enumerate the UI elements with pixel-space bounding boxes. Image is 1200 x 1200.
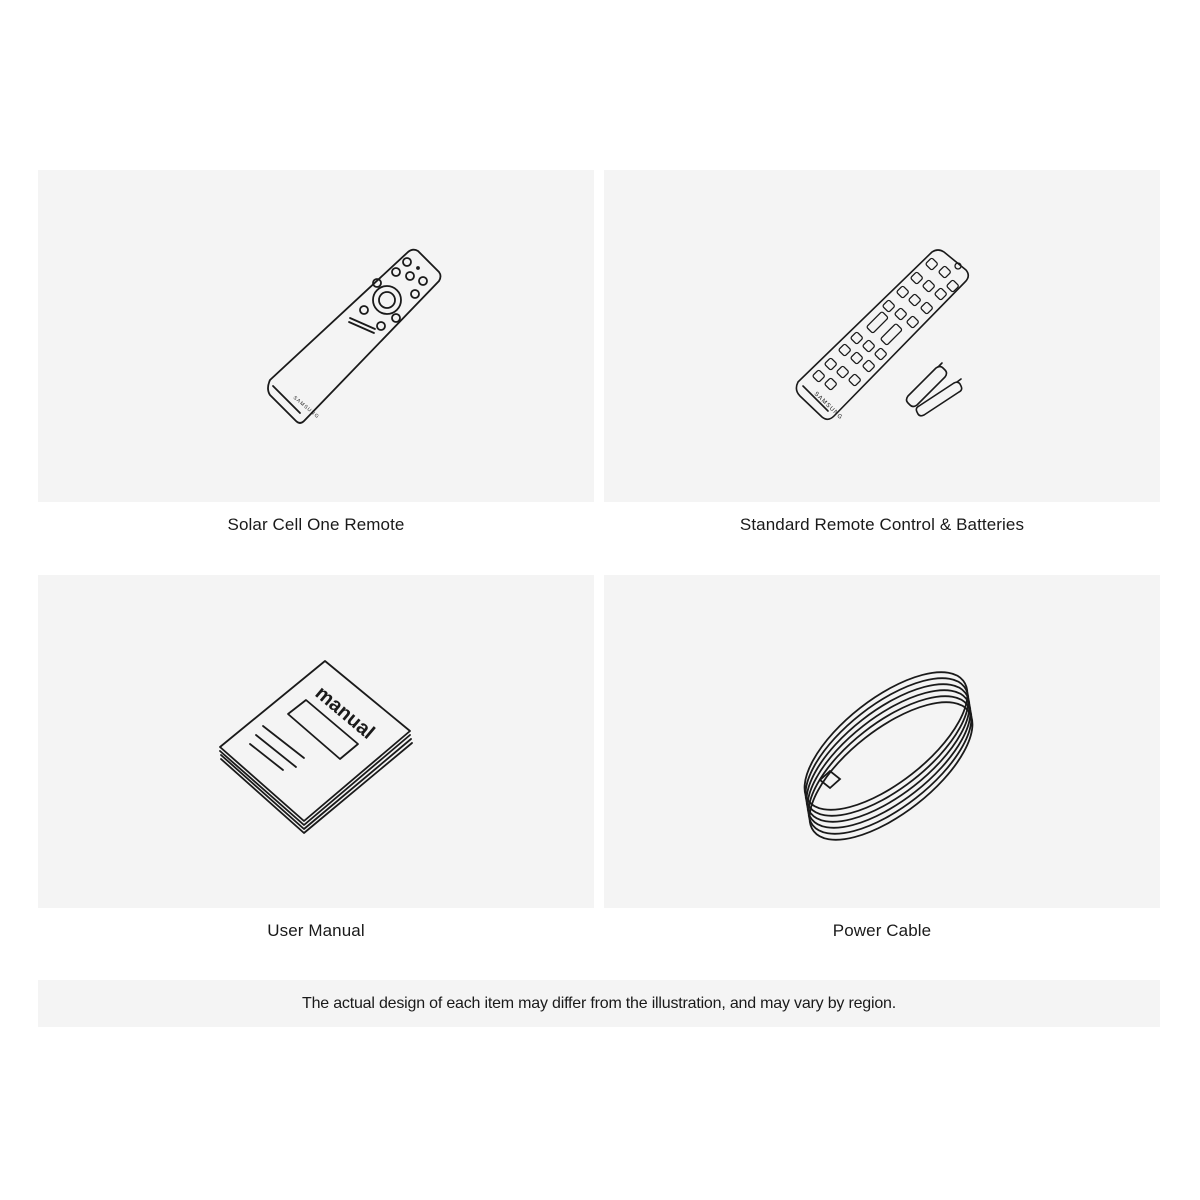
disclaimer-text: The actual design of each item may differ from the illustration, and may vary by region. xyxy=(302,994,896,1012)
item-label-solar-remote: Solar Cell One Remote xyxy=(227,515,405,534)
power-cable-icon xyxy=(604,575,1160,908)
item-tile-solar-remote xyxy=(38,170,594,502)
item-label-standard-remote: Standard Remote Control & Batteries xyxy=(739,515,1025,534)
standard-remote-icon xyxy=(604,170,1160,502)
item-tile-power-cable xyxy=(604,575,1160,908)
samsung-brand-mark: SAMSUNG xyxy=(812,391,844,422)
item-label-user-manual: User Manual xyxy=(267,921,365,940)
item-tile-standard-remote xyxy=(604,170,1160,502)
samsung-brand-mark: SAMSUNG xyxy=(291,394,321,421)
disclaimer-bar xyxy=(38,980,1160,1027)
manual-cover-text: manual xyxy=(310,681,379,744)
solar-remote-icon xyxy=(38,170,594,502)
item-label-power-cable: Power Cable xyxy=(832,921,932,940)
manual-icon xyxy=(38,575,594,908)
item-tile-user-manual xyxy=(38,575,594,908)
